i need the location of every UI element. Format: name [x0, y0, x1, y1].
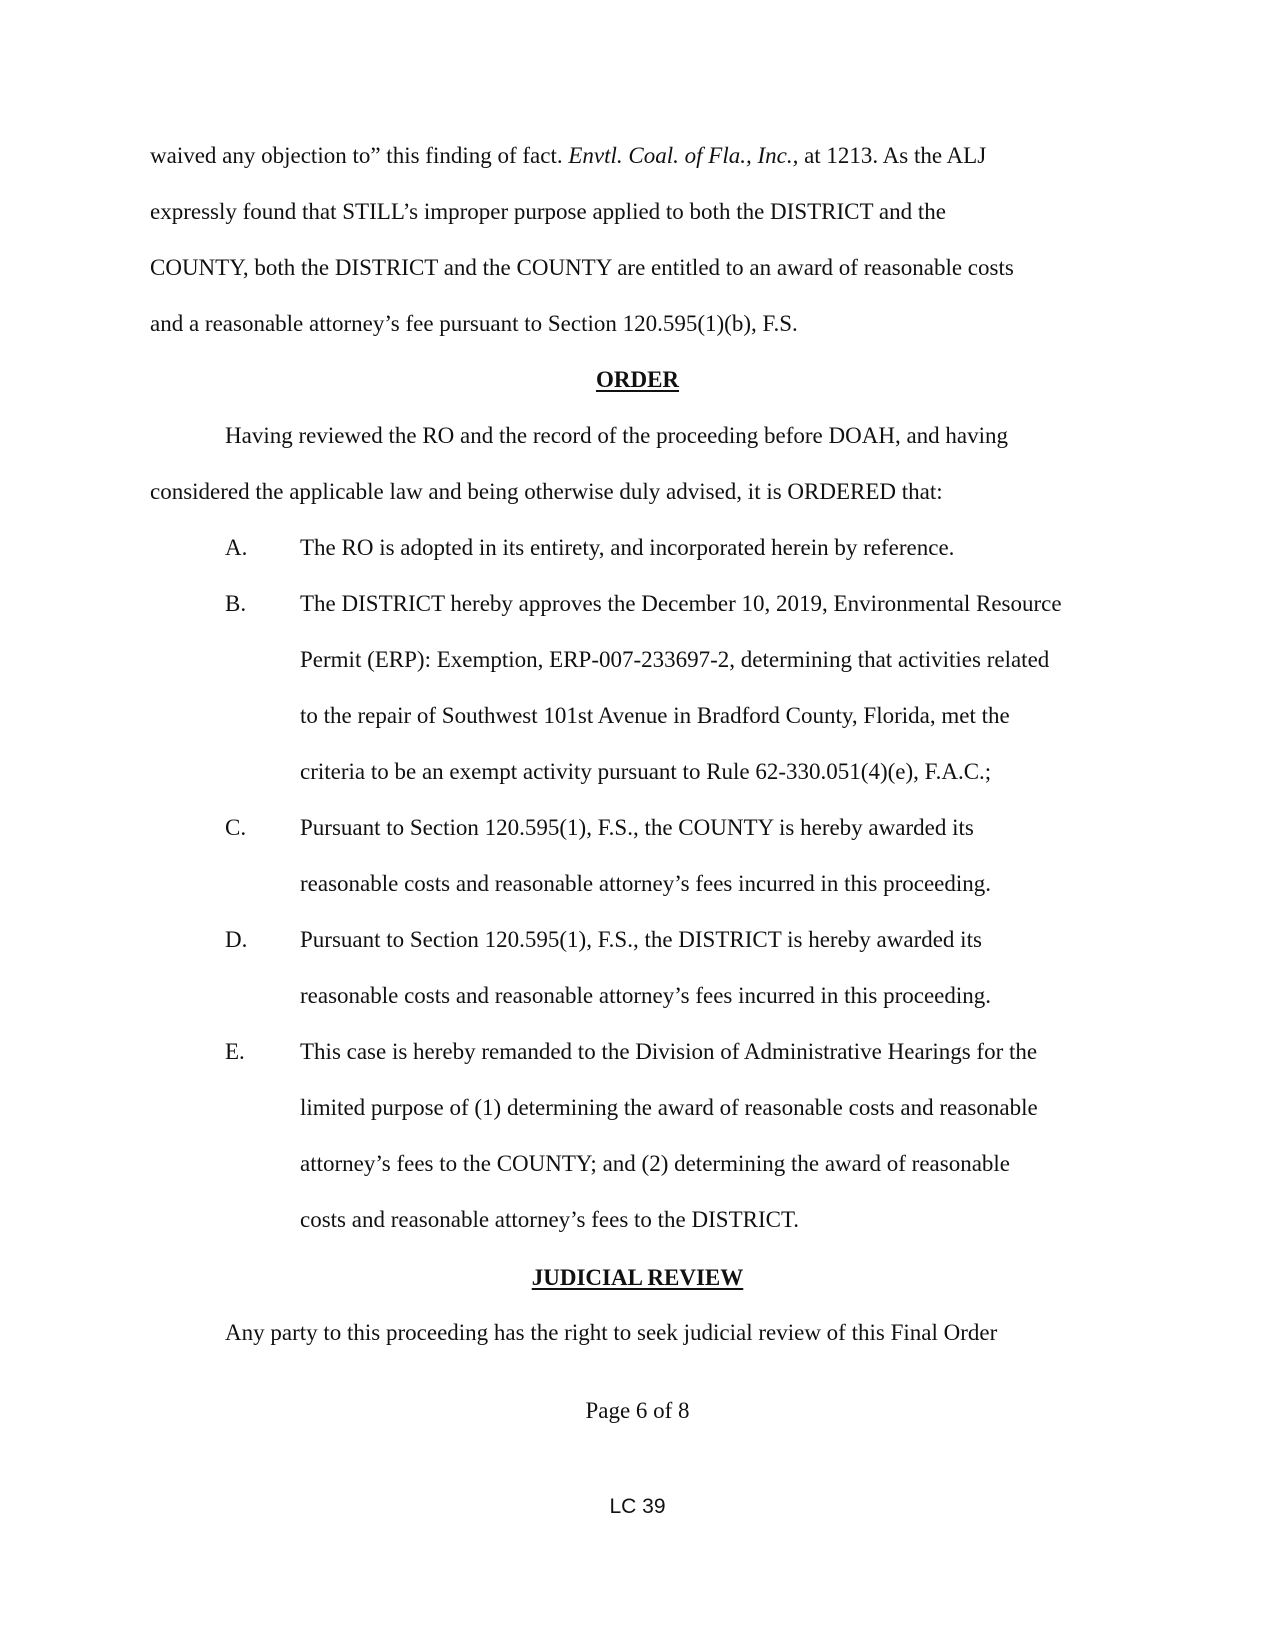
- item-e-line-3: attorney’s fees to the COUNTY; and (2) determining the award of reasonable: [300, 1151, 1011, 1176]
- page-number: Page 6 of 8: [585, 1398, 690, 1423]
- item-b-line-1: The DISTRICT hereby approves the December 10, 2019, Environmental Resource: [300, 591, 1062, 616]
- lc-stamp: LC 39: [609, 1495, 666, 1518]
- item-e-letter: E.: [225, 1039, 245, 1064]
- intro-line-1-before: waived any objection to” this finding of fact.: [150, 143, 569, 168]
- item-e-line-1: This case is hereby remanded to the Division of Administrative Hearings for the: [300, 1039, 1038, 1064]
- order-para-line-2: considered the applicable law and being otherwise duly advised, it is ORDERED that:: [150, 479, 943, 504]
- order-para-line-1: Having reviewed the RO and the record of the proceeding before DOAH, and having: [225, 423, 1008, 448]
- item-a-line-1: The RO is adopted in its entirety, and incorporated herein by reference.: [300, 535, 955, 560]
- item-c-line-1: Pursuant to Section 120.595(1), F.S., the COUNTY is hereby awarded its: [300, 815, 974, 840]
- item-d-line-2: reasonable costs and reasonable attorney’s fees incurred in this proceeding.: [300, 983, 992, 1008]
- item-b-line-3: to the repair of Southwest 101st Avenue in Bradford County, Florida, met the: [300, 703, 1010, 728]
- item-d-letter: D.: [225, 927, 248, 952]
- item-a-letter: A.: [225, 535, 248, 560]
- intro-line-4: and a reasonable attorney’s fee pursuant to Section 120.595(1)(b), F.S.: [150, 311, 798, 336]
- item-e-line-2: limited purpose of (1) determining the award of reasonable costs and reasonable: [300, 1095, 1038, 1120]
- intro-line-1: [150, 143, 986, 169]
- item-b-line-4: criteria to be an exempt activity pursuant to Rule 62-330.051(4)(e), F.A.C.;: [300, 759, 992, 784]
- item-c-letter: C.: [225, 815, 247, 840]
- case-citation: Envtl. Coal. of Fla., Inc.,: [568, 143, 799, 168]
- item-b-line-2: Permit (ERP): Exemption, ERP-007-233697-2, determining that activities related: [300, 647, 1050, 672]
- item-b-letter: B.: [225, 591, 247, 616]
- intro-line-1-after: at 1213. As the ALJ: [798, 143, 987, 168]
- judicial-review-para-line-1: Any party to this proceeding has the right to seek judicial review of this Final Order: [225, 1320, 998, 1345]
- item-c-line-2: reasonable costs and reasonable attorney’s fees incurred in this proceeding.: [300, 871, 992, 896]
- item-e-line-4: costs and reasonable attorney’s fees to the DISTRICT.: [300, 1207, 800, 1232]
- order-heading: ORDER: [595, 367, 680, 392]
- judicial-review-heading: JUDICIAL REVIEW: [531, 1265, 744, 1290]
- intro-line-2: expressly found that STILL’s improper purpose applied to both the DISTRICT and the: [150, 199, 946, 224]
- intro-line-3: COUNTY, both the DISTRICT and the COUNTY are entitled to an award of reasonable costs: [150, 255, 1014, 280]
- item-d-line-1: Pursuant to Section 120.595(1), F.S., the DISTRICT is hereby awarded its: [300, 927, 982, 952]
